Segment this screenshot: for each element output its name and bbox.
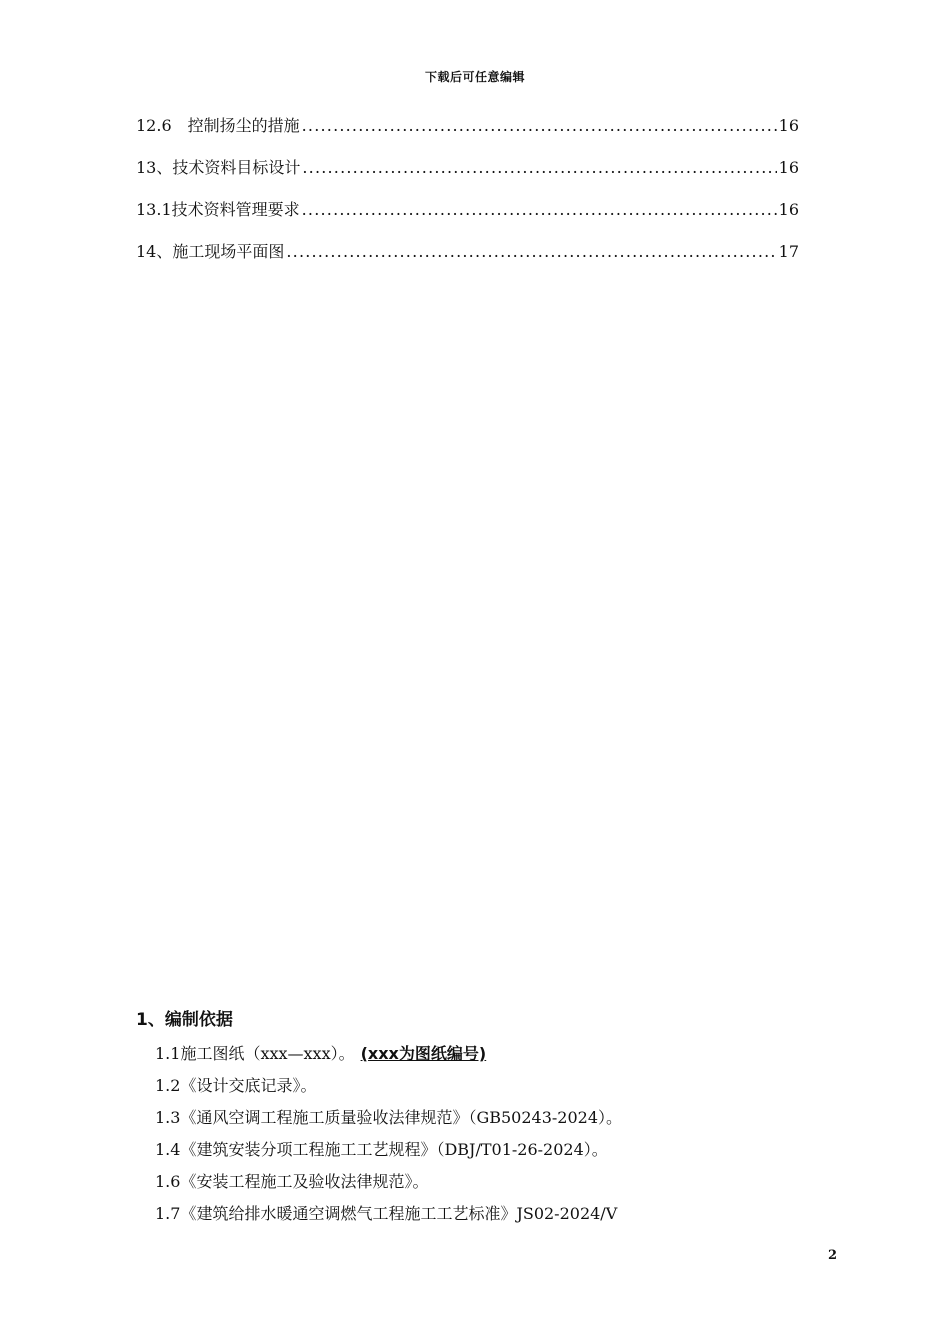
reference-text: 1.2《设计交底记录》。 — [155, 1076, 317, 1095]
toc-entry-13[interactable] — [136, 155, 799, 197]
toc-leader-dots — [302, 116, 777, 135]
reference-item — [136, 1070, 826, 1102]
reference-text: 1.7《建筑给排水暖通空调燃气工程施工工艺标准》JS02-2024/V — [155, 1204, 618, 1223]
toc-entry-12-6[interactable] — [136, 113, 799, 155]
toc-leader-dots — [302, 158, 776, 177]
section-heading: 1、编制依据 — [136, 1010, 233, 1030]
compilation-basis-section — [136, 1005, 826, 1230]
toc-entry-title: 13、技术资料目标设计 — [136, 158, 301, 177]
toc-leader-dots — [286, 242, 776, 261]
table-of-contents — [136, 113, 799, 281]
page-header: 下载后可任意编辑 — [424, 70, 525, 84]
toc-entry-page: 17 — [778, 242, 799, 261]
reference-item — [136, 1198, 826, 1230]
toc-entry-page: 16 — [778, 158, 799, 177]
reference-note: (xxx为图纸编号) — [360, 1044, 487, 1063]
reference-item — [136, 1134, 826, 1166]
reference-text: 1.3《通风空调工程施工质量验收法律规范》（GB50243-2024）。 — [155, 1108, 623, 1127]
toc-leader-dots — [302, 200, 777, 219]
toc-entry-title: 13.1技术资料管理要求 — [136, 200, 300, 219]
toc-entry-page: 16 — [778, 116, 799, 135]
reference-text: 1.1施工图纸（xxx—xxx）。 — [155, 1044, 355, 1063]
toc-entry-14[interactable] — [136, 239, 799, 281]
reference-text: 1.4《建筑安装分项工程施工工艺规程》（DBJ/T01-26-2024）。 — [155, 1140, 608, 1159]
toc-entry-page: 16 — [778, 200, 799, 219]
reference-item — [136, 1166, 826, 1198]
toc-entry-title: 14、施工现场平面图 — [136, 242, 285, 261]
reference-item — [136, 1038, 826, 1070]
toc-entry-title: 12.6 控制扬尘的措施 — [136, 116, 300, 135]
reference-text: 1.6《安装工程施工及验收法律规范》。 — [155, 1172, 429, 1191]
page-number: 2 — [828, 1248, 838, 1263]
toc-entry-13-1[interactable] — [136, 197, 799, 239]
reference-item — [136, 1102, 826, 1134]
